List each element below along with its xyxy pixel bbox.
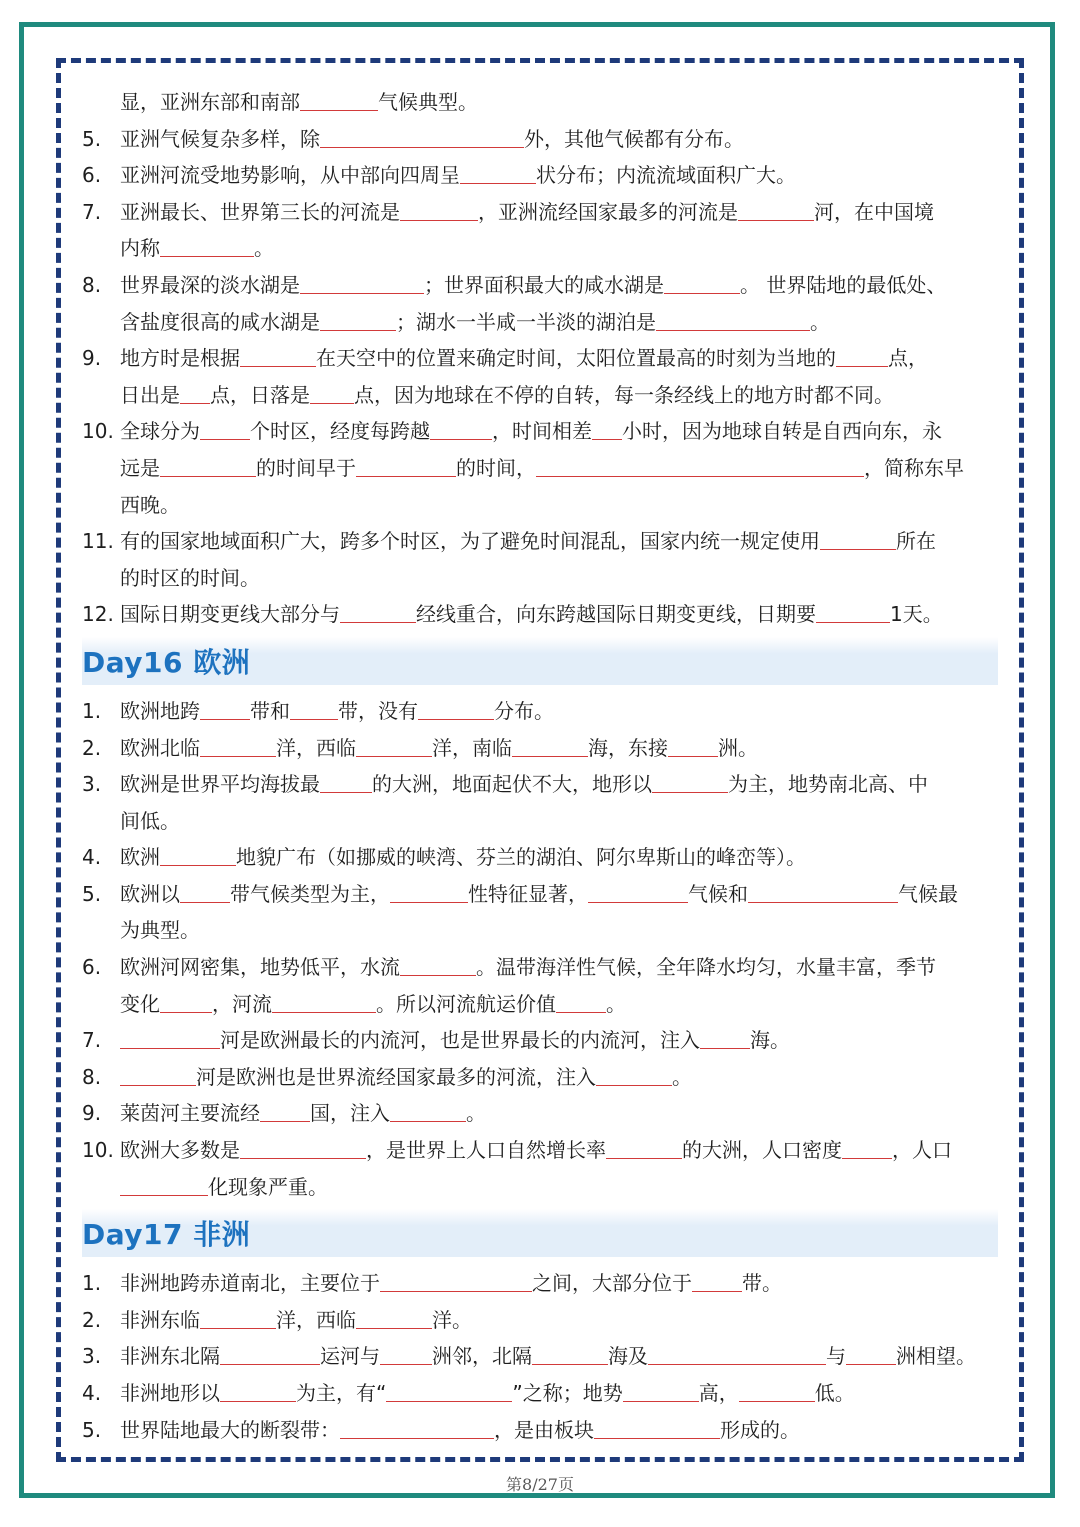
question-line bbox=[82, 949, 998, 986]
text-segment: 世界陆地最大的断裂带： bbox=[120, 1417, 340, 1442]
question-text bbox=[120, 413, 998, 450]
question-line bbox=[82, 986, 998, 1023]
question-text bbox=[120, 230, 998, 267]
question-text bbox=[120, 596, 998, 633]
text-segment: 与 bbox=[826, 1344, 846, 1369]
text-segment: 含盐度很高的咸水湖是 bbox=[120, 309, 320, 334]
question-number: 7. bbox=[82, 199, 102, 224]
answer-blank[interactable] bbox=[320, 770, 372, 793]
text-segment: 欧洲以 bbox=[120, 881, 180, 906]
question-number: 2. bbox=[82, 735, 102, 760]
answer-blank[interactable] bbox=[592, 417, 622, 440]
text-segment: 经线重合，向东跨越国际日期变更线，日期要 bbox=[416, 602, 816, 627]
section-europe bbox=[82, 693, 998, 1205]
answer-blank[interactable] bbox=[418, 697, 494, 720]
text-segment: 国际日期变更线大部分与 bbox=[120, 602, 340, 627]
question-text bbox=[120, 1412, 998, 1449]
text-segment: 欧洲地跨 bbox=[120, 698, 200, 723]
text-segment: 河是欧洲也是世界流经国家最多的河流，注入 bbox=[196, 1064, 596, 1089]
answer-blank[interactable] bbox=[300, 88, 378, 111]
question-text bbox=[120, 304, 998, 341]
question-text bbox=[120, 84, 998, 121]
heading-text: Day17 非洲 bbox=[82, 1218, 251, 1252]
question-text bbox=[120, 693, 998, 730]
text-segment: 小时，因为地球自转是自西向东，永 bbox=[622, 419, 942, 444]
answer-blank[interactable] bbox=[310, 381, 354, 404]
question-text bbox=[120, 766, 998, 803]
text-segment: 河，在中国境 bbox=[814, 199, 934, 224]
question-number: 11. bbox=[82, 529, 114, 554]
text-segment: 运河与 bbox=[320, 1344, 380, 1369]
text-segment: ，是世界上人口自然增长率 bbox=[366, 1138, 606, 1163]
answer-blank[interactable] bbox=[842, 1136, 892, 1159]
text-segment: 高， bbox=[698, 1381, 739, 1405]
question-text bbox=[120, 839, 998, 876]
question-line bbox=[82, 340, 998, 377]
text-segment: ，亚洲流经国家最多的河流是 bbox=[478, 199, 738, 224]
text-segment: 之间，大部分位于 bbox=[532, 1271, 692, 1296]
answer-blank[interactable] bbox=[390, 1099, 466, 1122]
answer-blank[interactable] bbox=[816, 600, 890, 623]
text-segment: 气候和 bbox=[688, 881, 748, 906]
question-number: 10. bbox=[82, 419, 114, 444]
page-number: 第8/27页 bbox=[506, 1475, 574, 1494]
text-segment: 。 世界陆地的最低处、 bbox=[740, 272, 947, 297]
answer-blank[interactable] bbox=[820, 527, 896, 550]
answer-blank[interactable] bbox=[180, 381, 210, 404]
text-segment: ，人口 bbox=[892, 1138, 952, 1163]
text-segment: 气候最 bbox=[898, 881, 958, 906]
text-segment: 带气候类型为主， bbox=[230, 881, 390, 906]
question-text bbox=[120, 340, 998, 377]
text-segment: ；世界面积最大的咸水湖是 bbox=[424, 272, 664, 297]
text-segment: 显，亚洲东部和南部 bbox=[120, 90, 300, 114]
text-segment: 远是 bbox=[120, 455, 160, 480]
text-segment: 点， bbox=[888, 346, 928, 371]
text-segment: 点，因为地球在不停的自转，每一条经线上的地方时都不同。 bbox=[354, 382, 894, 407]
text-segment: 。 bbox=[606, 991, 626, 1016]
question-text bbox=[120, 194, 998, 231]
text-segment: 欧洲北临 bbox=[120, 735, 200, 760]
text-segment: 非洲地跨赤道南北，主要位于 bbox=[120, 1271, 380, 1296]
answer-blank[interactable] bbox=[340, 600, 416, 623]
question-line bbox=[82, 876, 998, 913]
answer-blank[interactable] bbox=[120, 1026, 220, 1049]
answer-blank[interactable] bbox=[200, 1306, 276, 1329]
question-text bbox=[120, 1059, 998, 1096]
text-segment: 亚洲最长、世界第三长的河流是 bbox=[120, 199, 400, 224]
answer-blank[interactable] bbox=[120, 1173, 208, 1196]
question-line bbox=[82, 766, 998, 803]
question-text bbox=[120, 1095, 998, 1132]
text-segment: 化现象严重。 bbox=[208, 1174, 328, 1199]
question-number: 7. bbox=[82, 1028, 102, 1053]
answer-blank[interactable] bbox=[739, 1379, 815, 1402]
question-number: 4. bbox=[82, 845, 102, 870]
text-segment: 非洲地形以 bbox=[120, 1381, 220, 1405]
answer-blank[interactable] bbox=[536, 454, 864, 477]
text-segment: 欧洲 bbox=[120, 845, 160, 870]
question-text bbox=[120, 487, 998, 524]
question-line bbox=[82, 1338, 998, 1375]
question-text bbox=[120, 1302, 998, 1339]
question-line bbox=[82, 121, 998, 158]
text-segment: 洲相望。 bbox=[896, 1344, 976, 1369]
answer-blank[interactable] bbox=[200, 734, 276, 757]
answer-blank[interactable] bbox=[380, 1269, 532, 1292]
answer-blank[interactable] bbox=[846, 1342, 896, 1365]
text-segment: 个时区，经度每跨越 bbox=[250, 419, 430, 444]
question-line bbox=[82, 157, 998, 194]
text-segment: 全球分为 bbox=[120, 419, 200, 444]
question-text bbox=[120, 523, 998, 560]
answer-blank[interactable] bbox=[700, 1026, 750, 1049]
question-text bbox=[120, 450, 998, 487]
question-line bbox=[82, 1412, 998, 1449]
text-segment: ，简称东早 bbox=[864, 455, 964, 480]
question-text bbox=[120, 1265, 998, 1302]
question-number: 9. bbox=[82, 1101, 102, 1126]
text-segment: ，是由板块 bbox=[494, 1417, 594, 1442]
text-segment: 所在 bbox=[896, 529, 936, 554]
text-segment: 海及 bbox=[608, 1344, 648, 1369]
answer-blank[interactable] bbox=[200, 417, 250, 440]
text-segment: 地方时是根据 bbox=[120, 346, 240, 371]
answer-blank[interactable] bbox=[120, 1063, 196, 1086]
question-text bbox=[120, 876, 998, 913]
text-segment: 。 bbox=[254, 236, 274, 261]
question-number: 12. bbox=[82, 602, 114, 627]
answer-blank[interactable] bbox=[356, 734, 432, 757]
text-segment: 欧洲是世界平均海拔最 bbox=[120, 772, 320, 797]
answer-blank[interactable] bbox=[400, 953, 476, 976]
question-number: 4. bbox=[82, 1381, 102, 1405]
text-segment: ，河流 bbox=[212, 991, 272, 1016]
section-heading-africa bbox=[82, 1209, 998, 1257]
answer-blank[interactable] bbox=[320, 308, 396, 331]
answer-blank[interactable] bbox=[356, 1306, 432, 1329]
text-segment: 非洲东临 bbox=[120, 1307, 200, 1332]
answer-blank[interactable] bbox=[220, 1342, 320, 1365]
question-number: 8. bbox=[82, 272, 102, 297]
answer-blank[interactable] bbox=[836, 344, 888, 367]
question-line bbox=[82, 1169, 998, 1206]
answer-blank[interactable] bbox=[356, 454, 456, 477]
text-segment: 洋，西临 bbox=[276, 735, 356, 760]
text-segment: 外，其他气候都有分布。 bbox=[524, 126, 744, 151]
answer-blank[interactable] bbox=[272, 990, 376, 1013]
answer-blank[interactable] bbox=[692, 1269, 742, 1292]
answer-blank[interactable] bbox=[532, 1342, 608, 1365]
answer-blank[interactable] bbox=[220, 1379, 296, 1402]
text-segment: 为典型。 bbox=[120, 918, 200, 943]
text-segment: 洋，西临 bbox=[276, 1307, 356, 1332]
answer-blank[interactable] bbox=[588, 880, 688, 903]
question-text bbox=[120, 912, 998, 949]
question-line bbox=[82, 1022, 998, 1059]
answer-blank[interactable] bbox=[160, 454, 256, 477]
text-segment: 的大洲，地面起伏不大，地形以 bbox=[372, 772, 652, 797]
text-segment: 。温带海洋性气候，全年降水均匀，水量丰富，季节 bbox=[476, 955, 936, 980]
question-text bbox=[120, 267, 998, 304]
question-text bbox=[120, 157, 998, 194]
question-line bbox=[82, 839, 998, 876]
text-segment: ，时间相差 bbox=[492, 419, 592, 444]
question-number: 8. bbox=[82, 1064, 102, 1089]
text-segment: ；湖水一半咸一半淡的湖泊是 bbox=[396, 309, 656, 334]
question-line bbox=[82, 1059, 998, 1096]
question-line bbox=[82, 413, 998, 450]
answer-blank[interactable] bbox=[556, 990, 606, 1013]
question-line bbox=[82, 560, 998, 597]
question-line bbox=[82, 194, 998, 231]
question-line bbox=[82, 1302, 998, 1339]
question-line bbox=[82, 377, 998, 414]
question-line bbox=[82, 596, 998, 633]
answer-blank[interactable] bbox=[300, 271, 424, 294]
question-line bbox=[82, 1132, 998, 1169]
question-number: 1. bbox=[82, 698, 102, 723]
text-segment: 亚洲气候复杂多样，除 bbox=[120, 126, 320, 151]
text-segment: 欧洲大多数是 bbox=[120, 1138, 240, 1163]
answer-blank[interactable] bbox=[623, 1379, 699, 1402]
text-segment: 形成的。 bbox=[720, 1417, 800, 1442]
text-segment: 河是欧洲最长的内流河，也是世界最长的内流河，注入 bbox=[220, 1028, 700, 1053]
section-asia-continued bbox=[82, 84, 998, 633]
answer-blank[interactable] bbox=[748, 880, 898, 903]
question-text bbox=[120, 377, 998, 414]
text-segment: 国，注入 bbox=[310, 1101, 390, 1126]
question-text bbox=[120, 730, 998, 767]
text-segment: 带。 bbox=[742, 1271, 782, 1296]
text-segment: 洋，南临 bbox=[432, 735, 512, 760]
answer-blank[interactable] bbox=[738, 198, 814, 221]
answer-blank[interactable] bbox=[594, 1416, 720, 1439]
text-segment: 有的国家地域面积广大，跨多个时区，为了避免时间混乱，国家内统一规定使用 bbox=[120, 529, 820, 554]
question-line bbox=[82, 84, 998, 121]
section-heading-europe bbox=[82, 637, 998, 685]
question-line bbox=[82, 304, 998, 341]
question-line bbox=[82, 1095, 998, 1132]
text-segment: 海，东接 bbox=[588, 735, 668, 760]
question-text bbox=[120, 1169, 998, 1206]
question-line bbox=[82, 912, 998, 949]
answer-blank[interactable] bbox=[260, 1099, 310, 1122]
question-line bbox=[82, 523, 998, 560]
question-text bbox=[120, 986, 998, 1023]
question-number: 3. bbox=[82, 772, 102, 797]
question-text bbox=[120, 1022, 998, 1059]
text-segment: ”之称；地势 bbox=[512, 1381, 623, 1405]
text-segment: 欧洲河网密集，地势低平，水流 bbox=[120, 955, 400, 980]
text-segment: 性特征显著， bbox=[468, 881, 588, 906]
text-segment: 世界最深的淡水湖是 bbox=[120, 272, 300, 297]
answer-blank[interactable] bbox=[320, 125, 524, 148]
question-number: 1. bbox=[82, 1271, 102, 1296]
worksheet-content bbox=[82, 84, 998, 1448]
question-text bbox=[120, 1338, 998, 1375]
question-line bbox=[82, 1375, 998, 1412]
question-number: 2. bbox=[82, 1307, 102, 1332]
answer-blank[interactable] bbox=[160, 990, 212, 1013]
answer-blank[interactable] bbox=[200, 697, 250, 720]
text-segment: 内称 bbox=[120, 236, 160, 261]
answer-blank[interactable] bbox=[380, 1342, 432, 1365]
question-line bbox=[82, 267, 998, 304]
question-text bbox=[120, 560, 998, 597]
answer-blank[interactable] bbox=[180, 880, 230, 903]
question-number: 5. bbox=[82, 126, 102, 151]
question-number: 6. bbox=[82, 163, 102, 188]
text-segment: 变化 bbox=[120, 991, 160, 1016]
answer-blank[interactable] bbox=[606, 1136, 682, 1159]
answer-blank[interactable] bbox=[160, 843, 236, 866]
text-segment: 日出是 bbox=[120, 382, 180, 407]
text-segment: 。 bbox=[672, 1064, 692, 1089]
text-segment: 点，日落是 bbox=[210, 382, 310, 407]
text-segment: 状分布；内流流域面积广大。 bbox=[536, 163, 796, 188]
answer-blank[interactable] bbox=[390, 880, 468, 903]
text-segment: 洋。 bbox=[432, 1307, 472, 1332]
question-line bbox=[82, 803, 998, 840]
text-segment: 西晚。 bbox=[120, 492, 180, 517]
text-segment: 1天。 bbox=[890, 602, 943, 627]
question-line bbox=[82, 1265, 998, 1302]
heading-text: Day16 欧洲 bbox=[82, 645, 251, 679]
answer-blank[interactable] bbox=[290, 697, 338, 720]
text-segment: 。所以河流航运价值 bbox=[376, 991, 556, 1016]
text-segment: 的时间， bbox=[456, 455, 536, 480]
text-segment: 为主，地势南北高、中 bbox=[728, 772, 928, 797]
answer-blank[interactable] bbox=[430, 417, 492, 440]
question-line bbox=[82, 230, 998, 267]
text-segment: 亚洲河流受地势影响，从中部向四周呈 bbox=[120, 163, 460, 188]
text-segment: 的大洲，人口密度 bbox=[682, 1138, 842, 1163]
question-line bbox=[82, 450, 998, 487]
text-segment: 低。 bbox=[814, 1381, 855, 1405]
answer-blank[interactable] bbox=[596, 1063, 672, 1086]
text-segment: 带和 bbox=[250, 698, 290, 723]
question-line bbox=[82, 693, 998, 730]
question-text bbox=[120, 1132, 998, 1169]
text-segment: 间低。 bbox=[120, 808, 180, 833]
text-segment: 洲。 bbox=[718, 735, 758, 760]
question-text bbox=[120, 121, 998, 158]
question-line bbox=[82, 487, 998, 524]
answer-blank[interactable] bbox=[512, 734, 588, 757]
text-segment: 在天空中的位置来确定时间，太阳位置最高的时刻为当地的 bbox=[316, 346, 836, 371]
text-segment: 非洲东北隔 bbox=[120, 1344, 220, 1369]
text-segment: 洲邻，北隔 bbox=[432, 1344, 532, 1369]
question-text bbox=[120, 1375, 998, 1412]
question-text bbox=[120, 949, 998, 986]
answer-blank[interactable] bbox=[648, 1342, 826, 1365]
text-segment: 分布。 bbox=[494, 698, 554, 723]
text-segment: 地貌广布（如挪威的峡湾、芬兰的湖泊、阿尔卑斯山的峰峦等）。 bbox=[236, 845, 806, 870]
text-segment: 。 bbox=[466, 1101, 486, 1126]
answer-blank[interactable] bbox=[160, 234, 254, 257]
answer-blank[interactable] bbox=[386, 1379, 512, 1402]
answer-blank[interactable] bbox=[240, 1136, 366, 1159]
text-segment: 的时区的时间。 bbox=[120, 565, 260, 590]
question-number: 10. bbox=[82, 1138, 114, 1163]
question-text bbox=[120, 803, 998, 840]
text-segment: 。 bbox=[810, 309, 830, 334]
question-number: 6. bbox=[82, 955, 102, 980]
answer-blank[interactable] bbox=[400, 198, 478, 221]
answer-blank[interactable] bbox=[656, 308, 810, 331]
question-number: 5. bbox=[82, 1417, 102, 1442]
text-segment: 莱茵河主要流经 bbox=[120, 1101, 260, 1126]
question-line bbox=[82, 730, 998, 767]
text-segment: 海。 bbox=[750, 1028, 790, 1053]
text-segment: 的时间早于 bbox=[256, 455, 356, 480]
text-segment: 气候典型。 bbox=[378, 90, 478, 114]
answer-blank[interactable] bbox=[664, 271, 740, 294]
question-number: 9. bbox=[82, 346, 102, 371]
question-number: 3. bbox=[82, 1344, 102, 1369]
answer-blank[interactable] bbox=[340, 1416, 494, 1439]
answer-blank[interactable] bbox=[460, 161, 536, 184]
answer-blank[interactable] bbox=[668, 734, 718, 757]
answer-blank[interactable] bbox=[240, 344, 316, 367]
question-number: 5. bbox=[82, 881, 102, 906]
answer-blank[interactable] bbox=[652, 770, 728, 793]
text-segment: 为主，有“ bbox=[296, 1381, 387, 1405]
section-africa bbox=[82, 1265, 998, 1448]
text-segment: 带，没有 bbox=[338, 698, 418, 723]
